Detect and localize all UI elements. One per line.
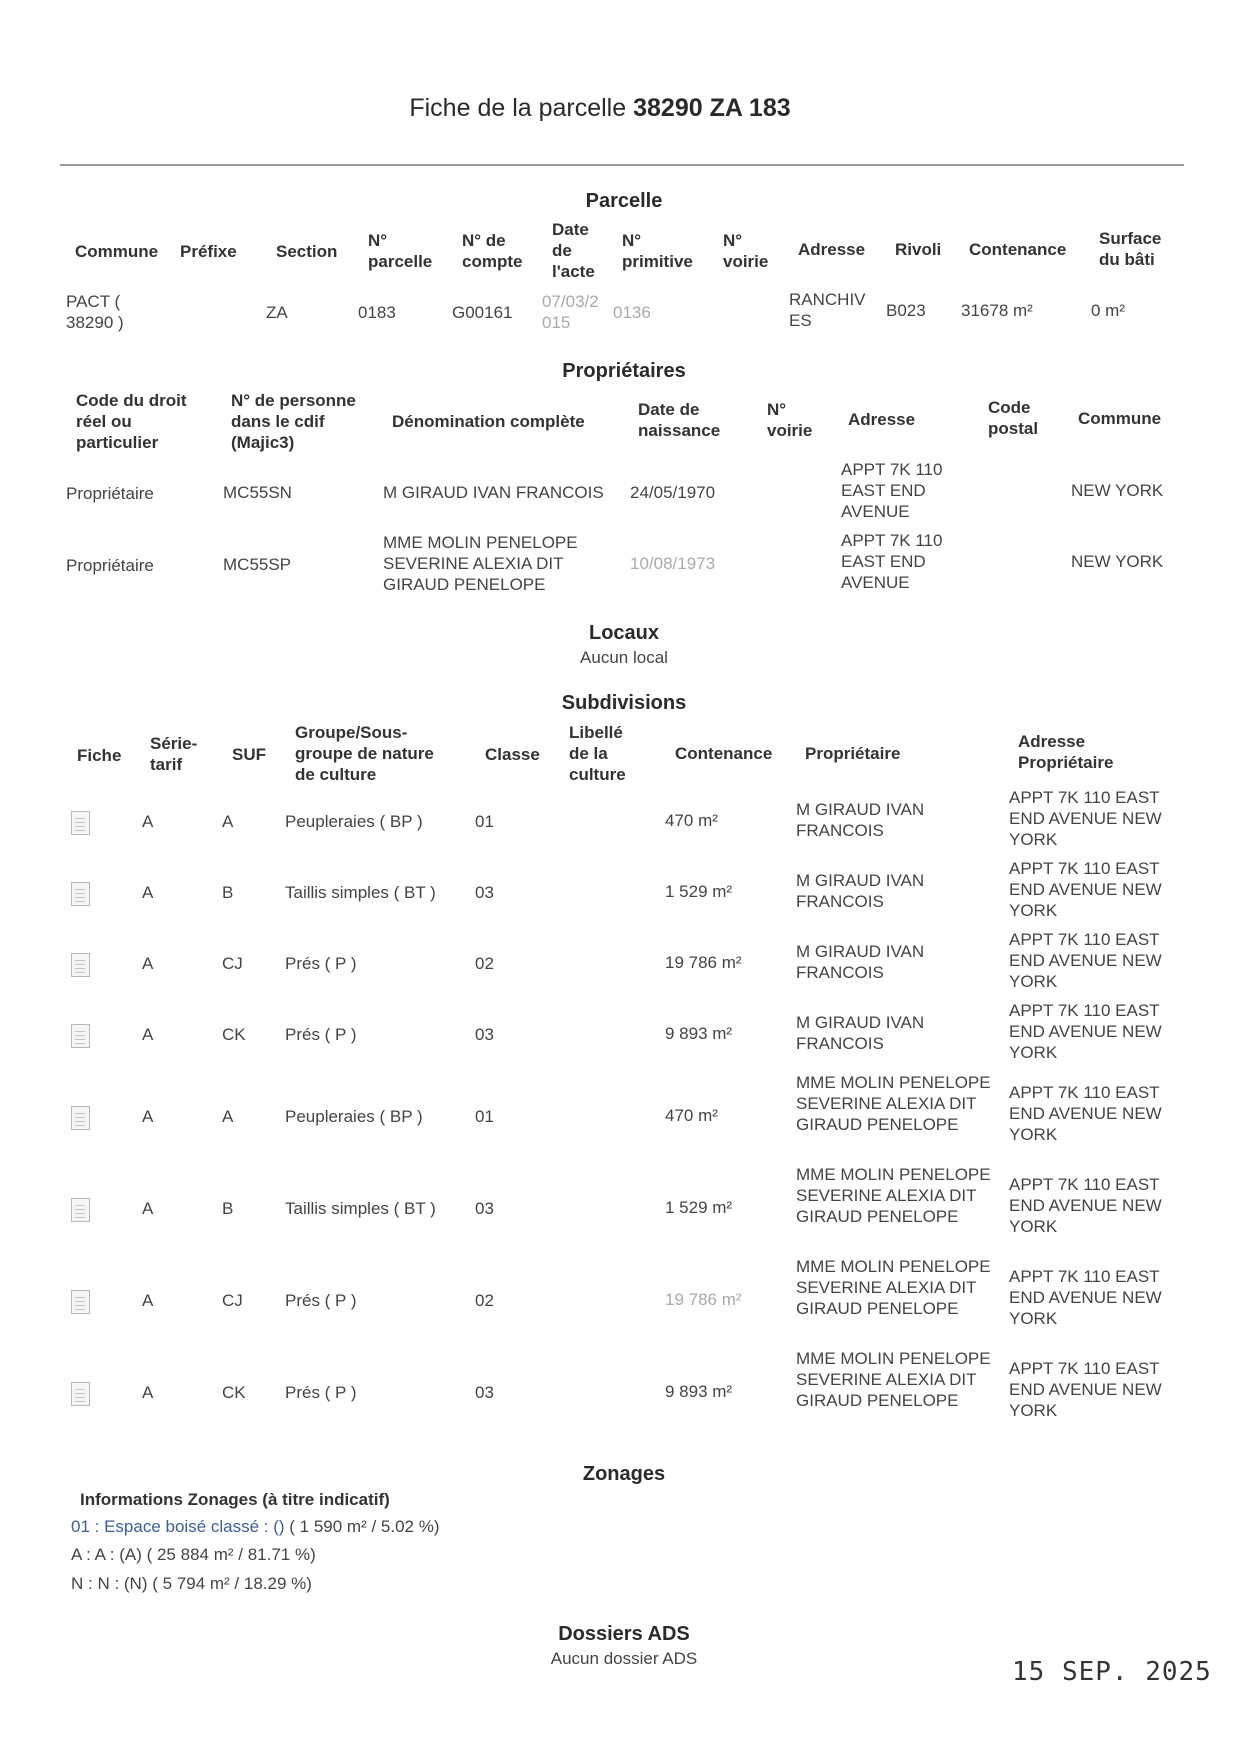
cell-serie: A [142,1199,154,1218]
cell-serie: A [142,812,154,831]
section-title-locaux: Locaux [588,622,660,644]
cell-adresse: APPT 7K 110 EAST END AVENUE [841,531,943,592]
section-title-proprietaires: Propriétaires [562,360,686,382]
cell-suf: CJ [222,1291,243,1310]
zonage-line-3 [71,1574,312,1594]
cell-proprietaire: M GIRAUD IVAN FRANCOIS [796,1013,925,1053]
cell-denomination: M GIRAUD IVAN FRANCOIS [383,483,604,502]
cell-contenance: 19 786 m² [665,953,742,972]
document-icon[interactable] [71,1024,90,1048]
cell-section: ZA [266,303,288,322]
cell-adresse: APPT 7K 110 EAST END AVENUE NEW YORK [1009,788,1162,849]
col-libelle: Libellé de la culture [569,723,626,784]
cell-adresse: APPT 7K 110 EAST END AVENUE NEW YORK [1009,1001,1162,1062]
document-icon[interactable] [71,1290,90,1314]
cell-classe: 03 [475,883,494,902]
col-num-personne: N° de personne dans le cdif (Majic3) [231,391,356,452]
col-surface-bati: Surface du bâti [1099,229,1162,269]
cell-suf: B [222,1199,234,1218]
cell-classe: 03 [475,1383,494,1402]
zonage-link-espace-boise[interactable]: 01 : Espace boisé classé : () [71,1517,285,1536]
col-suf: SUF [232,745,266,764]
cell-proprietaire: M GIRAUD IVAN FRANCOIS [796,800,925,840]
cell-serie: A [142,883,154,902]
document-icon[interactable] [71,1198,90,1222]
zonage-label: N : N : (N) [71,1574,148,1593]
cell-proprietaire: MME MOLIN PENELOPE SEVERINE ALEXIA DIT GIRAUD PENELOPE [796,1349,991,1410]
zonages-info-title: Informations Zonages (à titre indicatif) [80,1490,390,1509]
col-groupe: Groupe/Sous-groupe de nature de culture [295,723,434,784]
col-code-postal: Code postal [988,398,1039,438]
col-serie-tarif: Série-tarif [150,734,198,774]
cell-serie: A [142,1383,154,1402]
cell-serie: A [142,1291,154,1310]
cell-contenance: 470 m² [665,1106,718,1125]
cell-contenance: 9 893 m² [665,1024,733,1043]
cell-personne: MC55SP [223,555,292,574]
col-adresse-proprio: Adresse [848,410,916,429]
cell-groupe: Taillis simples ( BT ) [285,883,436,902]
col-fiche: Fiche [77,746,122,765]
cell-contenance: 1 529 m² [665,1198,733,1217]
cell-groupe: Taillis simples ( BT ) [285,1199,436,1218]
cell-groupe: Prés ( P ) [285,1291,357,1310]
cell-surface-bati: 0 m² [1091,301,1125,320]
cell-groupe: Prés ( P ) [285,1383,357,1402]
cell-adresse: APPT 7K 110 EAST END AVENUE NEW YORK [1009,930,1162,991]
cell-adresse: APPT 7K 110 EAST END AVENUE NEW YORK [1009,1083,1162,1144]
cell-code: Propriétaire [66,556,154,575]
col-compte: N° de compte [462,231,523,271]
divider [60,164,1184,166]
locaux-empty-text: Aucun local [580,648,668,667]
col-commune: Commune [75,242,159,261]
cell-compte: G00161 [452,303,513,322]
document-icon[interactable] [71,811,90,835]
cell-contenance: 19 786 m² [665,1290,742,1309]
zonage-value: ( 1 590 m² / 5.02 %) [284,1517,440,1536]
cell-adresse: RANCHIVES [789,290,866,330]
col-adresse-proprietaire: Adresse Propriétaire [1018,732,1114,772]
col-classe: Classe [485,745,540,764]
cell-classe: 01 [475,812,494,831]
col-voirie-proprio: N° voirie [767,400,813,440]
cell-classe: 02 [475,1291,494,1310]
cell-classe: 03 [475,1025,494,1044]
col-naissance: Date de naissance [638,400,721,440]
cell-contenance: 470 m² [665,811,718,830]
col-voirie: N° voirie [723,231,769,271]
cell-suf: A [222,1107,234,1126]
cell-suf: CJ [222,954,243,973]
col-code-droit: Code du droit réel ou particulier [76,391,187,452]
cell-classe: 02 [475,954,494,973]
cell-groupe: Prés ( P ) [285,954,357,973]
cell-parcelle: 0183 [358,303,396,322]
section-title-zonages: Zonages [582,1463,666,1485]
col-contenance-sub: Contenance [675,744,773,763]
cell-date-acte: 07/03/2015 [542,292,599,332]
section-title-parcelle: Parcelle [585,190,663,212]
cell-proprietaire: M GIRAUD IVAN FRANCOIS [796,871,925,911]
cell-adresse: APPT 7K 110 EAST END AVENUE [841,460,943,521]
col-prefixe: Préfixe [180,242,237,261]
cell-adresse: APPT 7K 110 EAST END AVENUE NEW YORK [1009,1267,1162,1328]
cell-code: Propriétaire [66,484,154,503]
cell-commune: NEW YORK [1071,552,1164,571]
cell-groupe: Peupleraies ( BP ) [285,812,423,831]
cell-suf: CK [222,1383,246,1402]
document-icon[interactable] [71,882,90,906]
cell-naissance: 24/05/1970 [630,483,716,502]
page-title [0,94,1200,123]
cell-adresse: APPT 7K 110 EAST END AVENUE NEW YORK [1009,1359,1162,1420]
date-stamp: 15 SEP. 2025 [1012,1657,1212,1687]
col-adresse: Adresse [798,240,866,259]
col-date-acte: Date de l'acte [552,220,595,281]
cell-proprietaire: MME MOLIN PENELOPE SEVERINE ALEXIA DIT GIRAUD PENELOPE [796,1257,991,1318]
cell-classe: 01 [475,1107,494,1126]
section-title-dossiers: Dossiers ADS [558,1623,690,1645]
cell-commune: NEW YORK [1071,481,1164,500]
col-commune-proprio: Commune [1078,409,1162,428]
col-proprietaire: Propriétaire [805,744,901,763]
cell-naissance: 10/08/1973 [630,554,716,573]
cell-contenance: 31678 m² [961,301,1033,320]
cell-suf: A [222,812,234,831]
zonage-label: A : A : (A) [71,1545,142,1564]
cell-commune: PACT ( 38290 ) [66,292,124,332]
col-denomination: Dénomination complète [392,412,585,431]
cell-proprietaire: M GIRAUD IVAN FRANCOIS [796,942,925,982]
col-rivoli: Rivoli [895,240,942,259]
cell-groupe: Prés ( P ) [285,1025,357,1044]
zonage-line-2 [71,1545,316,1565]
cell-denomination: MME MOLIN PENELOPE SEVERINE ALEXIA DIT GIRAUD PENELOPE [383,533,578,594]
cell-rivoli: B023 [886,301,926,320]
dossiers-empty-text: Aucun dossier ADS [550,1649,698,1668]
cell-proprietaire: MME MOLIN PENELOPE SEVERINE ALEXIA DIT GIRAUD PENELOPE [796,1073,991,1134]
cell-groupe: Peupleraies ( BP ) [285,1107,423,1126]
document-icon[interactable] [71,953,90,977]
cell-personne: MC55SN [223,483,292,502]
col-contenance: Contenance [969,240,1067,259]
cell-primitive: 0136 [613,303,651,322]
title-prefix: Fiche de la parcelle [409,94,627,122]
parcel-id: 38290 ZA 183 [633,94,791,122]
zonage-value: ( 25 884 m² / 81.71 %) [141,1545,316,1564]
cell-proprietaire: MME MOLIN PENELOPE SEVERINE ALEXIA DIT GIRAUD PENELOPE [796,1165,991,1226]
zonage-value: ( 5 794 m² / 18.29 %) [147,1574,312,1593]
cell-serie: A [142,1107,154,1126]
zonage-line-1 [71,1517,440,1537]
cell-contenance: 9 893 m² [665,1382,733,1401]
col-section: Section [276,242,338,261]
cell-suf: CK [222,1025,246,1044]
section-title-subdivisions: Subdivisions [561,692,687,714]
cell-adresse: APPT 7K 110 EAST END AVENUE NEW YORK [1009,1175,1162,1236]
cell-adresse: APPT 7K 110 EAST END AVENUE NEW YORK [1009,859,1162,920]
cell-contenance: 1 529 m² [665,882,733,901]
cell-serie: A [142,1025,154,1044]
document-icon[interactable] [71,1382,90,1406]
cell-serie: A [142,954,154,973]
cell-classe: 03 [475,1199,494,1218]
col-parcelle: N° parcelle [368,231,433,271]
cell-suf: B [222,883,234,902]
document-icon[interactable] [71,1106,90,1130]
col-primitive: N° primitive [622,231,693,271]
